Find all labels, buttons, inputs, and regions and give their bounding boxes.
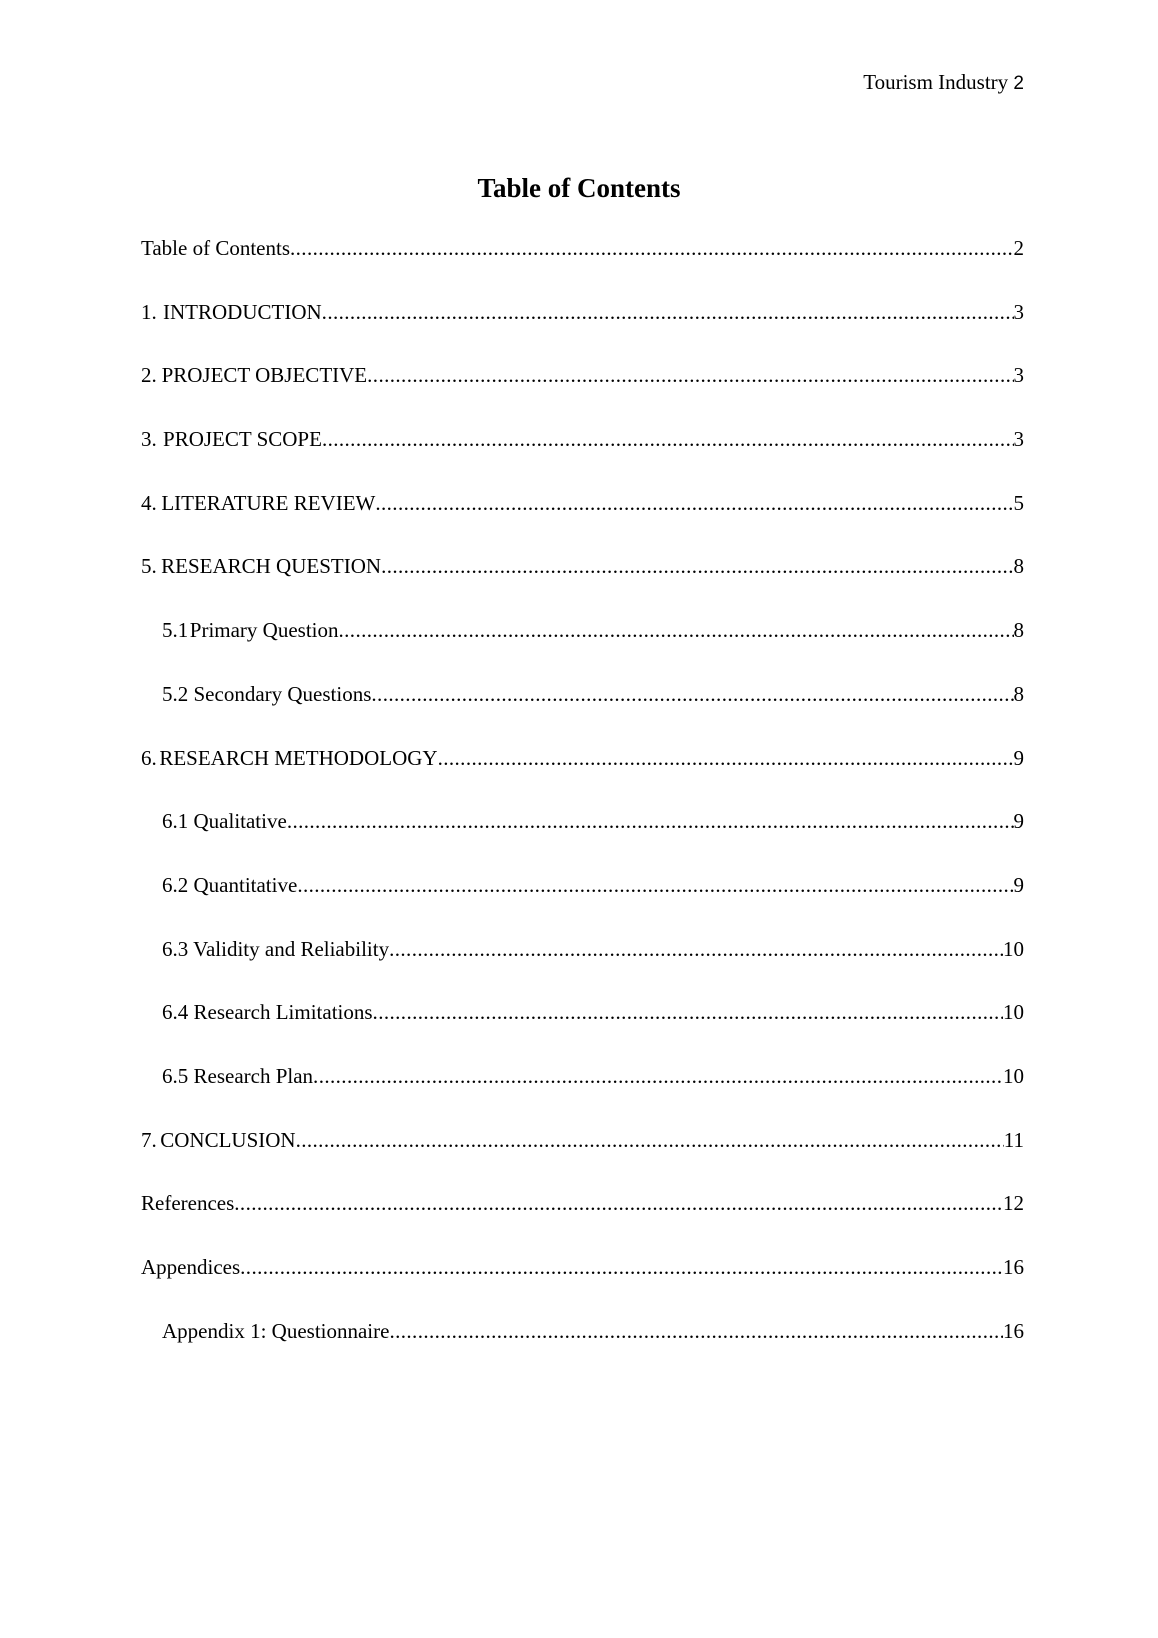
toc-entry-label: RESEARCH QUESTION	[161, 554, 382, 579]
toc-entry-project-scope[interactable]	[141, 425, 1024, 489]
toc-entry-introduction[interactable]	[141, 298, 1024, 362]
toc-entry-number: 5.1	[162, 618, 189, 643]
toc-leader	[373, 998, 1003, 1026]
toc-entry-quantitative[interactable]	[141, 871, 1024, 935]
toc-entry-label: RESEARCH METHODOLOGY	[159, 745, 438, 770]
toc-entry-label: CONCLUSION	[160, 1127, 296, 1152]
toc-entry-page: 16	[1003, 1318, 1024, 1343]
toc-entry-label: Appendices	[141, 1255, 241, 1279]
toc-entry-references[interactable]	[141, 1189, 1024, 1253]
toc-entry-label: 6.4 Research Limitations	[162, 1000, 373, 1025]
toc-list	[141, 234, 1024, 1380]
toc-leader	[438, 744, 1014, 772]
toc-entry-number: 4.	[141, 490, 157, 515]
toc-entry-secondary-questions[interactable]	[141, 680, 1024, 744]
toc-entry-label: Primary Question	[189, 618, 339, 643]
toc-entry-page: 3	[1013, 427, 1024, 452]
toc-entry-validity-reliability[interactable]	[141, 935, 1024, 999]
toc-entry-label: INTRODUCTION	[163, 299, 322, 324]
toc-leader	[389, 1317, 1003, 1345]
toc-entry-label: PROJECT OBJECTIVE	[161, 363, 368, 388]
toc-entry-page: 3	[1013, 363, 1024, 388]
toc-entry-primary-question[interactable]	[141, 616, 1024, 680]
toc-entry-number: 3.	[141, 427, 157, 452]
toc-entry-literature-review[interactable]	[141, 489, 1024, 553]
toc-entry-page: 2	[1013, 236, 1024, 260]
toc-entry-label: LITERATURE REVIEW	[161, 490, 376, 515]
toc-entry-number: 1.	[141, 299, 157, 324]
toc-entry-page: 10	[1003, 1063, 1024, 1088]
toc-entry-label: 5.2 Secondary Questions	[162, 681, 372, 706]
toc-entry-conclusion[interactable]	[141, 1126, 1024, 1190]
toc-leader	[381, 552, 1013, 580]
toc-entry-research-plan[interactable]	[141, 1062, 1024, 1126]
toc-entry-label: Table of Contents	[141, 236, 290, 260]
page-number: 2	[1013, 73, 1024, 94]
toc-entry-page: 16	[1003, 1255, 1024, 1279]
toc-leader	[290, 234, 1014, 262]
toc-entry-page: 8	[1013, 554, 1024, 579]
toc-leader	[287, 807, 1014, 835]
running-title: Tourism Industry	[863, 70, 1009, 94]
toc-leader	[389, 935, 1003, 963]
toc-entry-page: 3	[1013, 299, 1024, 324]
toc-leader	[375, 489, 1013, 517]
toc-leader	[371, 680, 1013, 708]
toc-entry-number: 7.	[141, 1127, 157, 1152]
toc-entry-page: 10	[1003, 936, 1024, 961]
toc-entry-appendix-1[interactable]	[141, 1317, 1024, 1381]
toc-entry-page: 11	[1003, 1127, 1024, 1152]
toc-entry-label: 6.2 Quantitative	[162, 872, 298, 897]
toc-entry-label: References	[141, 1191, 235, 1216]
toc-entry-page: 12	[1003, 1191, 1024, 1216]
toc-entry-label: Appendix 1: Questionnaire	[162, 1318, 390, 1343]
toc-entry-page: 8	[1013, 681, 1024, 706]
toc-entry-page: 9	[1013, 872, 1024, 897]
page-header	[863, 68, 1024, 98]
toc-entry-label: 6.1 Qualitative	[162, 809, 287, 834]
toc-leader	[296, 1126, 1004, 1154]
toc-leader	[313, 1062, 1003, 1090]
toc-entry-page: 9	[1013, 745, 1024, 770]
toc-entry-page: 9	[1013, 809, 1024, 834]
toc-leader	[297, 871, 1013, 899]
toc-leader	[339, 616, 1014, 644]
toc-entry-number: 6.	[141, 745, 157, 770]
toc-entry-research-question[interactable]	[141, 552, 1024, 616]
toc-entry-research-limitations[interactable]	[141, 998, 1024, 1062]
page-title: Table of Contents	[477, 173, 681, 203]
toc-leader	[234, 1189, 1003, 1217]
toc-entry-appendices[interactable]	[141, 1253, 1024, 1317]
toc-entry-label: 6.3 Validity and Reliability	[162, 936, 390, 961]
toc-entry-number: 2.	[141, 363, 157, 388]
toc-leader	[367, 361, 1013, 389]
toc-entry-page: 5	[1013, 490, 1024, 515]
toc-entry-research-methodology[interactable]	[141, 744, 1024, 808]
toc-entry-page: 10	[1003, 1000, 1024, 1025]
toc-entry-table-of-contents[interactable]	[141, 234, 1024, 298]
toc-leader	[322, 298, 1014, 326]
toc-entry-page: 8	[1013, 618, 1024, 643]
toc-leader	[240, 1253, 1003, 1281]
toc-leader	[322, 425, 1014, 453]
toc-entry-number: 5.	[141, 554, 157, 579]
toc-entry-project-objective[interactable]	[141, 361, 1024, 425]
toc-entry-qualitative[interactable]	[141, 807, 1024, 871]
toc-entry-label: 6.5 Research Plan	[162, 1063, 314, 1088]
toc-entry-label: PROJECT SCOPE	[163, 427, 322, 452]
